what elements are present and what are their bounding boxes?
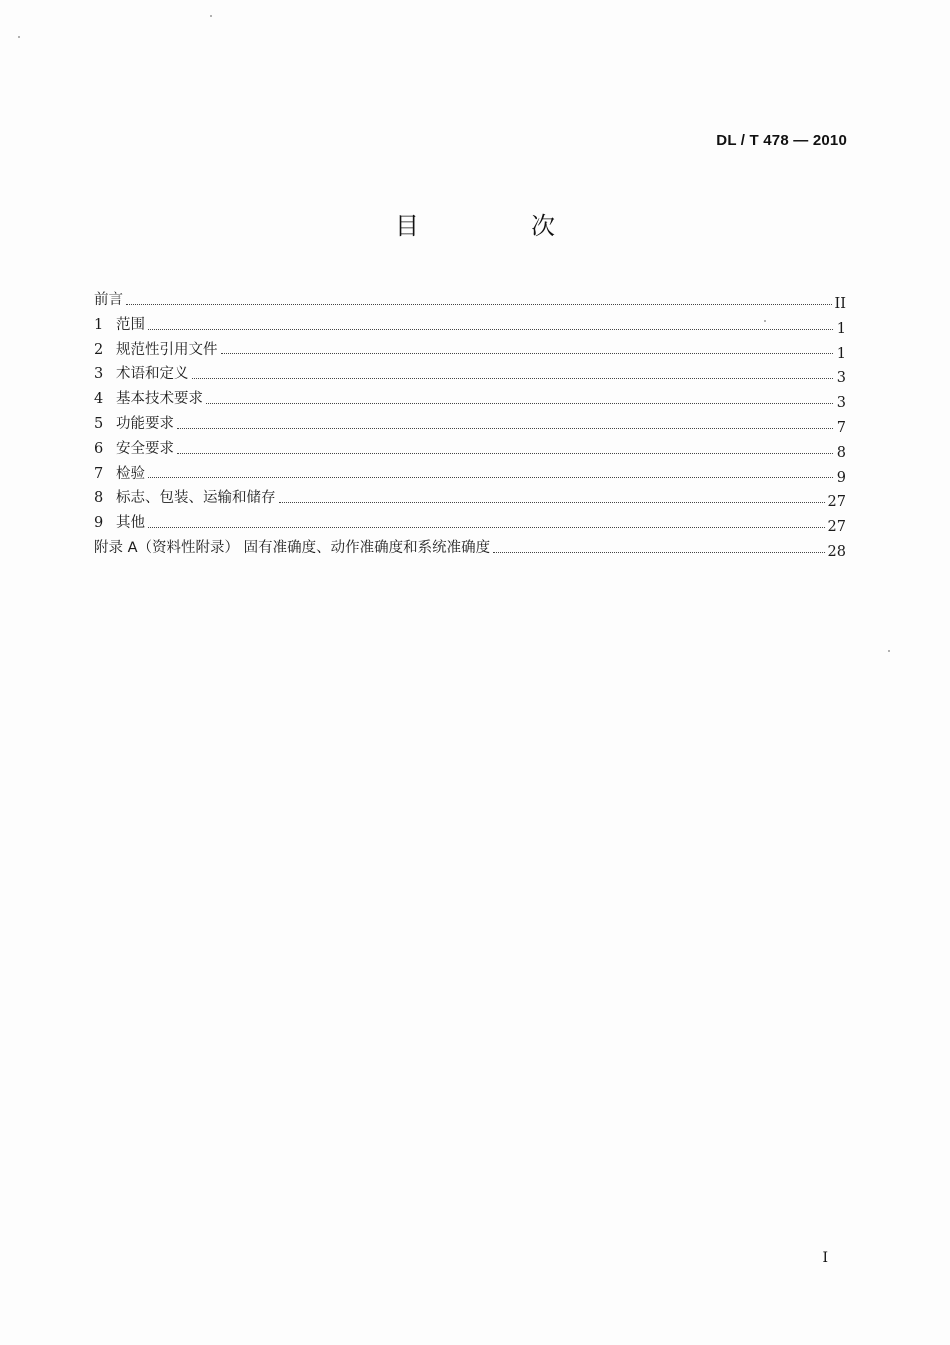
toc-entry-label: 范围 <box>116 316 145 333</box>
page-title: 目 次 <box>395 212 599 240</box>
toc-entry-label: 前言 <box>94 292 123 308</box>
toc-entry-page: 28 <box>827 543 846 560</box>
toc-entry-9[interactable] <box>94 511 846 536</box>
scan-speck <box>888 650 890 652</box>
toc-entry-number: 8 <box>94 490 104 507</box>
toc-entry-8[interactable] <box>94 486 846 511</box>
scan-speck <box>18 36 20 38</box>
toc-entry-page: 1 <box>836 320 846 337</box>
toc-leader-dots <box>279 502 825 503</box>
toc-entry-label: 基本技术要求 <box>116 391 203 408</box>
toc-entry-label: 功能要求 <box>116 415 174 432</box>
toc-entry-7[interactable] <box>94 462 846 487</box>
toc-entry-label: 其他 <box>116 515 145 532</box>
toc-entry-label: 标志、包装、运输和储存 <box>116 490 276 507</box>
toc-leader-dots <box>221 353 834 354</box>
toc-entry-foreword[interactable] <box>94 288 846 313</box>
toc-entry-3[interactable] <box>94 362 846 387</box>
toc-entry-6[interactable] <box>94 437 846 462</box>
toc-entry-page: 3 <box>836 370 846 387</box>
toc-leader-dots <box>192 378 834 379</box>
toc-entry-1[interactable] <box>94 313 846 338</box>
toc-entry-label: 术语和定义 <box>116 366 189 383</box>
toc-entry-number: 2 <box>94 341 104 358</box>
toc-leader-dots <box>177 453 833 454</box>
toc-entry-number: 5 <box>94 415 104 432</box>
toc-entry-page: 27 <box>827 494 846 511</box>
toc-leader-dots <box>206 403 833 404</box>
toc-entry-appendix-a[interactable] <box>94 536 846 561</box>
table-of-contents <box>94 288 846 561</box>
toc-entry-4[interactable] <box>94 387 846 412</box>
toc-entry-page: 9 <box>836 469 846 486</box>
toc-entry-number: 6 <box>94 440 104 457</box>
toc-entry-label: 检验 <box>116 465 145 482</box>
page-number: I <box>822 1250 828 1266</box>
toc-leader-dots <box>126 304 832 305</box>
toc-entry-label: 安全要求 <box>116 440 174 457</box>
toc-leader-dots <box>148 477 833 478</box>
toc-entry-label: 附录 A（资料性附录） 固有准确度、动作准确度和系统准确度 <box>94 539 491 556</box>
toc-entry-number: 7 <box>94 465 104 482</box>
toc-leader-dots <box>177 428 833 429</box>
toc-leader-dots <box>493 552 824 553</box>
toc-entry-number: 4 <box>94 391 104 408</box>
toc-entry-page: 1 <box>836 345 846 362</box>
standard-code: DL / T 478 — 2010 <box>716 132 847 149</box>
toc-entry-5[interactable] <box>94 412 846 437</box>
toc-entry-number: 9 <box>94 515 104 532</box>
toc-leader-dots <box>148 329 833 330</box>
scan-speck <box>764 320 766 322</box>
toc-entry-2[interactable] <box>94 338 846 363</box>
toc-entry-page: 27 <box>827 519 846 536</box>
toc-entry-page: 3 <box>836 395 846 412</box>
scan-speck <box>210 15 212 17</box>
toc-entry-number: 1 <box>94 316 104 333</box>
toc-entry-number: 3 <box>94 366 104 383</box>
toc-entry-page: 7 <box>836 419 846 436</box>
toc-leader-dots <box>148 527 825 528</box>
toc-entry-page: 8 <box>836 444 846 461</box>
toc-entry-page: II <box>834 296 846 312</box>
toc-entry-label: 规范性引用文件 <box>116 341 218 358</box>
